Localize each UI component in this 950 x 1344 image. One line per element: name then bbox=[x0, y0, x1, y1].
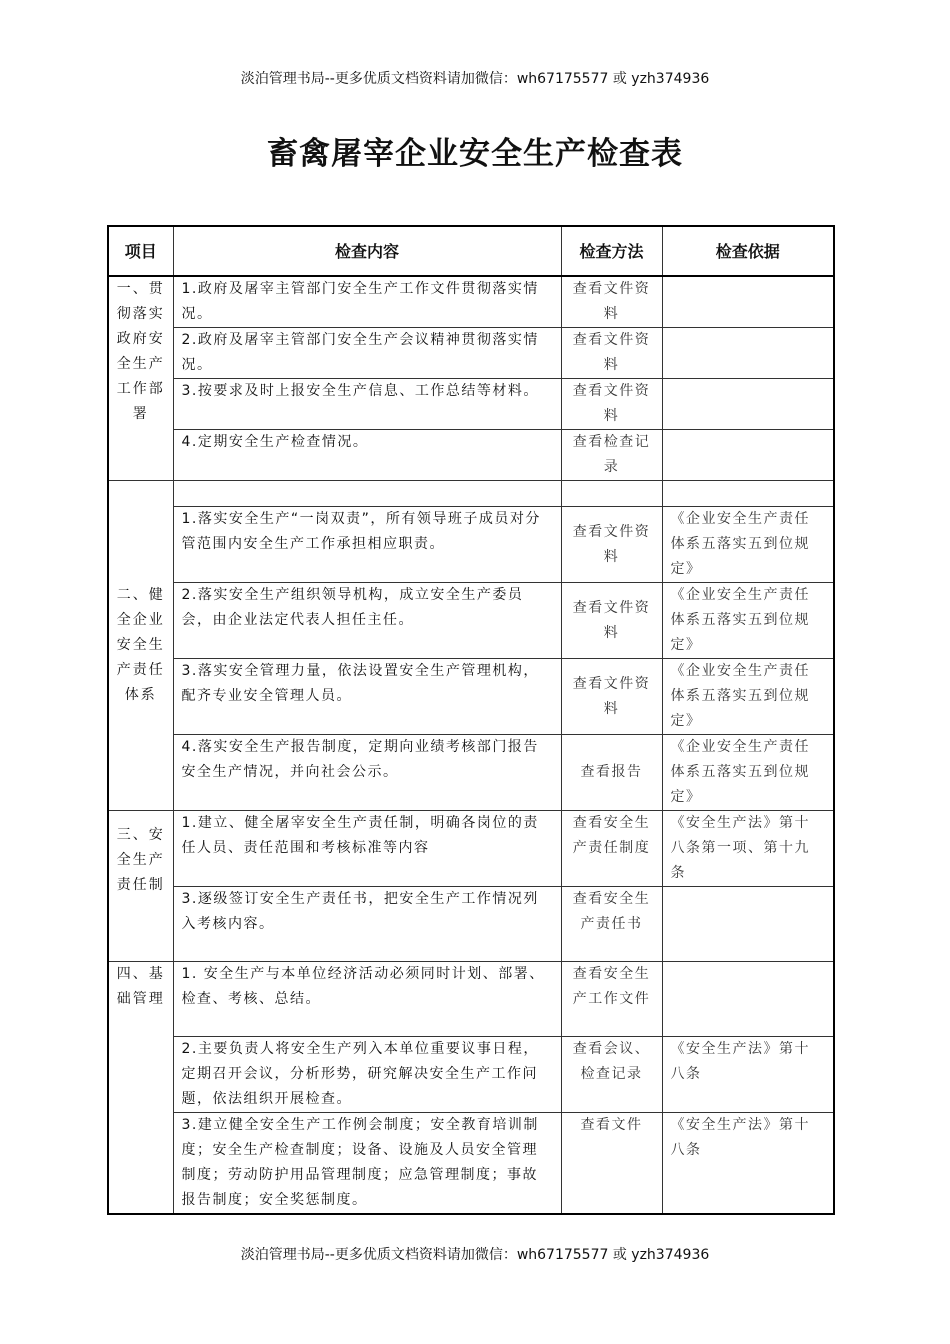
section-1-project: 一、贯彻落实政府安全生产工作部署 bbox=[108, 276, 173, 481]
row-method: 查看会议、检查记录 bbox=[561, 1037, 662, 1113]
section-4-project: 四、基础管理 bbox=[108, 962, 173, 1215]
row-basis: 《企业安全生产责任体系五落实五到位规定》 bbox=[662, 583, 834, 659]
table-row bbox=[108, 379, 834, 430]
row-basis: 《企业安全生产责任体系五落实五到位规定》 bbox=[662, 735, 834, 811]
header-project: 项目 bbox=[108, 226, 173, 276]
row-method: 查看文件资料 bbox=[561, 276, 662, 328]
row-content: 2.落实安全生产组织领导机构，成立安全生产委员会，由企业法定代表人担任主任。 bbox=[173, 583, 561, 659]
row-basis: 《企业安全生产责任体系五落实五到位规定》 bbox=[662, 507, 834, 583]
row-method: 查看报告 bbox=[561, 735, 662, 811]
row-basis bbox=[662, 962, 834, 1037]
header-method: 检查方法 bbox=[561, 226, 662, 276]
row-basis: 《安全生产法》第十八条 bbox=[662, 1037, 834, 1113]
row-basis bbox=[662, 887, 834, 962]
row-content: 4.落实安全生产报告制度，定期向业绩考核部门报告安全生产情况，并向社会公示。 bbox=[173, 735, 561, 811]
table-row bbox=[108, 659, 834, 735]
row-basis bbox=[662, 379, 834, 430]
row-basis: 《企业安全生产责任体系五落实五到位规定》 bbox=[662, 659, 834, 735]
table-row bbox=[108, 276, 834, 328]
row-method: 查看安全生产责任制度 bbox=[561, 811, 662, 887]
inspection-table bbox=[107, 225, 835, 1215]
table-row bbox=[108, 887, 834, 962]
row-content: 1.政府及屠宰主管部门安全生产工作文件贯彻落实情况。 bbox=[173, 276, 561, 328]
table-row bbox=[108, 1113, 834, 1215]
row-basis bbox=[662, 481, 834, 507]
table-row bbox=[108, 962, 834, 1037]
section-3-project: 三、安全生产责任制 bbox=[108, 811, 173, 962]
row-method: 查看安全生产工作文件 bbox=[561, 962, 662, 1037]
row-method: 查看文件资料 bbox=[561, 583, 662, 659]
document-title: 畜禽屠宰企业安全生产检查表 bbox=[267, 136, 683, 172]
table-row bbox=[108, 1037, 834, 1113]
row-method bbox=[561, 481, 662, 507]
row-content: 3.逐级签订安全生产责任书，把安全生产工作情况列入考核内容。 bbox=[173, 887, 561, 962]
row-content: 1.建立、健全屠宰安全生产责任制，明确各岗位的责任人员、责任范围和考核标准等内容 bbox=[173, 811, 561, 887]
row-basis: 《安全生产法》第十八条 bbox=[662, 1113, 834, 1215]
row-method: 查看文件资料 bbox=[561, 507, 662, 583]
row-basis bbox=[662, 328, 834, 379]
table-row bbox=[108, 507, 834, 583]
header-content: 检查内容 bbox=[173, 226, 561, 276]
row-content: 1. 安全生产与本单位经济活动必须同时计划、部署、检查、考核、总结。 bbox=[173, 962, 561, 1037]
row-method: 查看安全生产责任书 bbox=[561, 887, 662, 962]
row-content: 2.政府及屠宰主管部门安全生产会议精神贯彻落实情况。 bbox=[173, 328, 561, 379]
table-row bbox=[108, 328, 834, 379]
row-basis bbox=[662, 430, 834, 481]
row-content bbox=[173, 481, 561, 507]
row-basis: 《安全生产法》第十八条第一项、第十九条 bbox=[662, 811, 834, 887]
row-method: 查看文件资料 bbox=[561, 659, 662, 735]
table-row bbox=[108, 811, 834, 887]
header-basis: 检查依据 bbox=[662, 226, 834, 276]
table-row bbox=[108, 430, 834, 481]
row-content: 3.按要求及时上报安全生产信息、工作总结等材料。 bbox=[173, 379, 561, 430]
row-method: 查看文件资料 bbox=[561, 328, 662, 379]
row-content: 3.落实安全管理力量，依法设置安全生产管理机构，配齐专业安全管理人员。 bbox=[173, 659, 561, 735]
page-footer: 淡泊管理书局--更多优质文档资料请加微信：wh67175577 或 yzh374936 bbox=[240, 1247, 710, 1263]
row-content: 1.落实安全生产“一岗双责”，所有领导班子成员对分管范围内安全生产工作承担相应职责。 bbox=[173, 507, 561, 583]
row-content: 4.定期安全生产检查情况。 bbox=[173, 430, 561, 481]
table-row bbox=[108, 481, 834, 507]
table-row bbox=[108, 583, 834, 659]
row-method: 查看检查记录 bbox=[561, 430, 662, 481]
section-2-project: 二、健全企业安全生产责任体系 bbox=[108, 481, 173, 811]
table-header-row bbox=[108, 226, 834, 276]
row-content: 3.建立健全安全生产工作例会制度；安全教育培训制度；安全生产检查制度；设备、设施及人员安全管理制度；劳动防护用品管理制度；应急管理制度；事故报告制度；安全奖惩制度。 bbox=[173, 1113, 561, 1215]
row-method: 查看文件 bbox=[561, 1113, 662, 1215]
row-method: 查看文件资料 bbox=[561, 379, 662, 430]
row-content: 2.主要负责人将安全生产列入本单位重要议事日程，定期召开会议，分析形势，研究解决安全生产工作问题，依法组织开展检查。 bbox=[173, 1037, 561, 1113]
table-row bbox=[108, 735, 834, 811]
row-basis bbox=[662, 276, 834, 328]
page-header: 淡泊管理书局--更多优质文档资料请加微信：wh67175577 或 yzh374936 bbox=[240, 71, 710, 87]
